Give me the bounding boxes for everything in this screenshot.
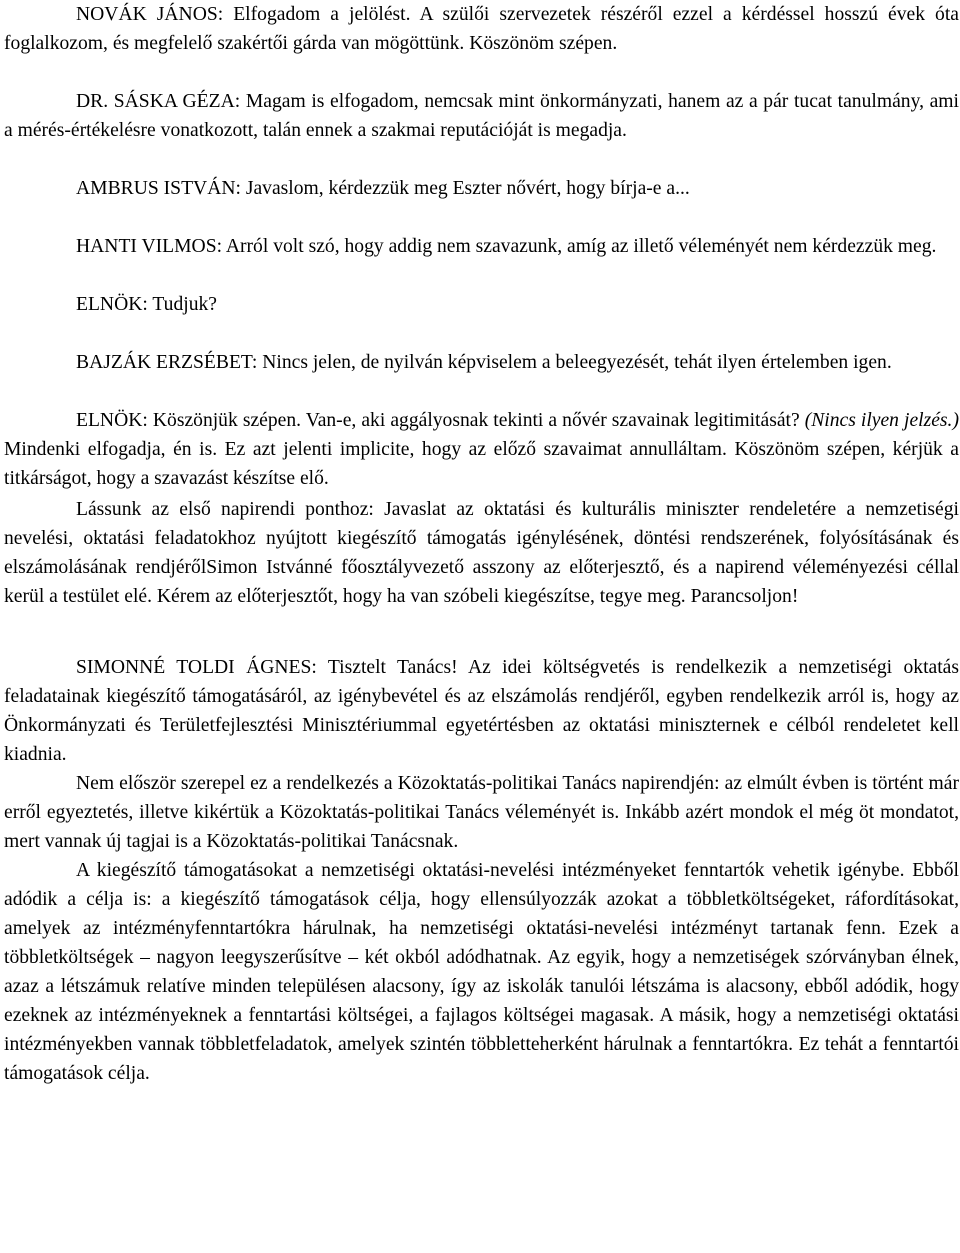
paragraph-text: ELNÖK: Köszönjük szépen. Van-e, aki aggályosnak tekinti a nővér szavainak legitimitását? <box>76 410 805 431</box>
paragraph-first-agenda-item: Lássunk az első napirendi ponthoz: Javaslat az oktatási és kulturális miniszter rendeletére a nemzetiségi nevelési, oktatási feladatokhoz nyújtott kiegészítő támogatás igénylésének, döntési rendszerének, folyósításának és elszámolásának rendjérőlSimon Istvánné főosztályvezető asszony az előterjesztő, és a napirend véleményezési céllal kerül a testület elé. Kérem az előterjesztőt, hogy ha van szóbeli kiegészítse, tegye meg. Parancsoljon! <box>4 499 959 607</box>
paragraph-hanti: HANTI VILMOS: Arról volt szó, hogy addig nem szavazunk, amíg az illető véleményét nem kérdezzük meg. <box>76 236 937 257</box>
paragraph-text: Mindenki elfogadja, én is. Ez azt jelenti implicite, hogy az előző szavaimat annulláltam. Köszönöm szépen, kérjük a titkárságot, hogy a szavazást készítse elő. <box>4 439 959 489</box>
paragraph-novak: NOVÁK JÁNOS: Elfogadom a jelölést. A szülői szervezetek részéről ezzel a kérdéssel hosszú évek óta foglalkozom, és megfelelő szakértői gárda van mögöttünk. Köszönöm szépen. <box>4 4 959 54</box>
paragraph-ambrus: AMBRUS ISTVÁN: Javaslom, kérdezzük meg Eszter nővért, hogy bírja-e a... <box>76 178 690 199</box>
paragraph-elnok-question: ELNÖK: Tudjuk? <box>76 294 217 315</box>
paragraph-simonne-1: SIMONNÉ TOLDI ÁGNES: Tisztelt Tanács! Az idei költségvetés is rendelkezik a nemzetiségi oktatás feladatainak kiegészítő támogatásáról, az igénybevétel és az elszámolás rendjéről, egyben rendelkezik arról is, hogy az Önkormányzati és Területfejlesztési Minisztériummal egyetértésben az oktatási miniszternek e célból rendeletet kell kiadnia. <box>4 657 959 765</box>
paragraph-elnok-thanks <box>4 406 959 493</box>
paragraph-simonne-3: A kiegészítő támogatásokat a nemzetiségi oktatási-nevelési intézményeket fenntartók vehetik igénybe. Ebből adódik a célja is: a kiegészítő támogatások célja, hogy ellensúlyozzák azokat a többletköltségeket, ráfordításokat, amelyek az intézményfenntartókra hárulnak, ha nemzetiségi oktatási-nevelési intézményt tartanak fenn. Ezek a többletköltségek – nagyon leegyszerűsítve – két okból adódhatnak. Az egyik, hogy a nemzetiségek szórványban élnek, azaz a létszámuk relatíve minden településen alacsony, így az iskolák tanulói létszáma is alacsony, ebből adódik, hogy ezeknek az intézményeknek a fenntartási költségei, a fajlagos költségei magasak. A másik, hogy a nemzetiségi oktatási intézményekben vannak többletfeladatok, amelyek szintén többletteherként hárulnak a fenntartókra. Ez tehát a fenntartói támogatások célja. <box>4 860 959 1084</box>
paragraph-saska: DR. SÁSKA GÉZA: Magam is elfogadom, nemcsak mint önkormányzati, hanem az a pár tucat tanulmány, ami a mérés-értékelésre vonatkozott, talán ennek a szakmai reputációját is megadja. <box>4 91 959 141</box>
paragraph-simonne-2: Nem először szerepel ez a rendelkezés a Közoktatás-politikai Tanács napirendjén: az elmúlt évben is történt már erről egyeztetés, illetve kikértük a Közoktatás-politikai Tanács véleményét is. Inkább azért mondok el még öt mondatot, mert vannak új tagjai is a Közoktatás-politikai Tanácsnak. <box>4 773 959 852</box>
paragraph-bajzak: BAJZÁK ERZSÉBET: Nincs jelen, de nyilván képviselem a beleegyezését, tehát ilyen értelemben igen. <box>76 352 892 373</box>
stage-direction: (Nincs ilyen jelzés.) <box>804 410 959 431</box>
document-page <box>4 0 959 1088</box>
